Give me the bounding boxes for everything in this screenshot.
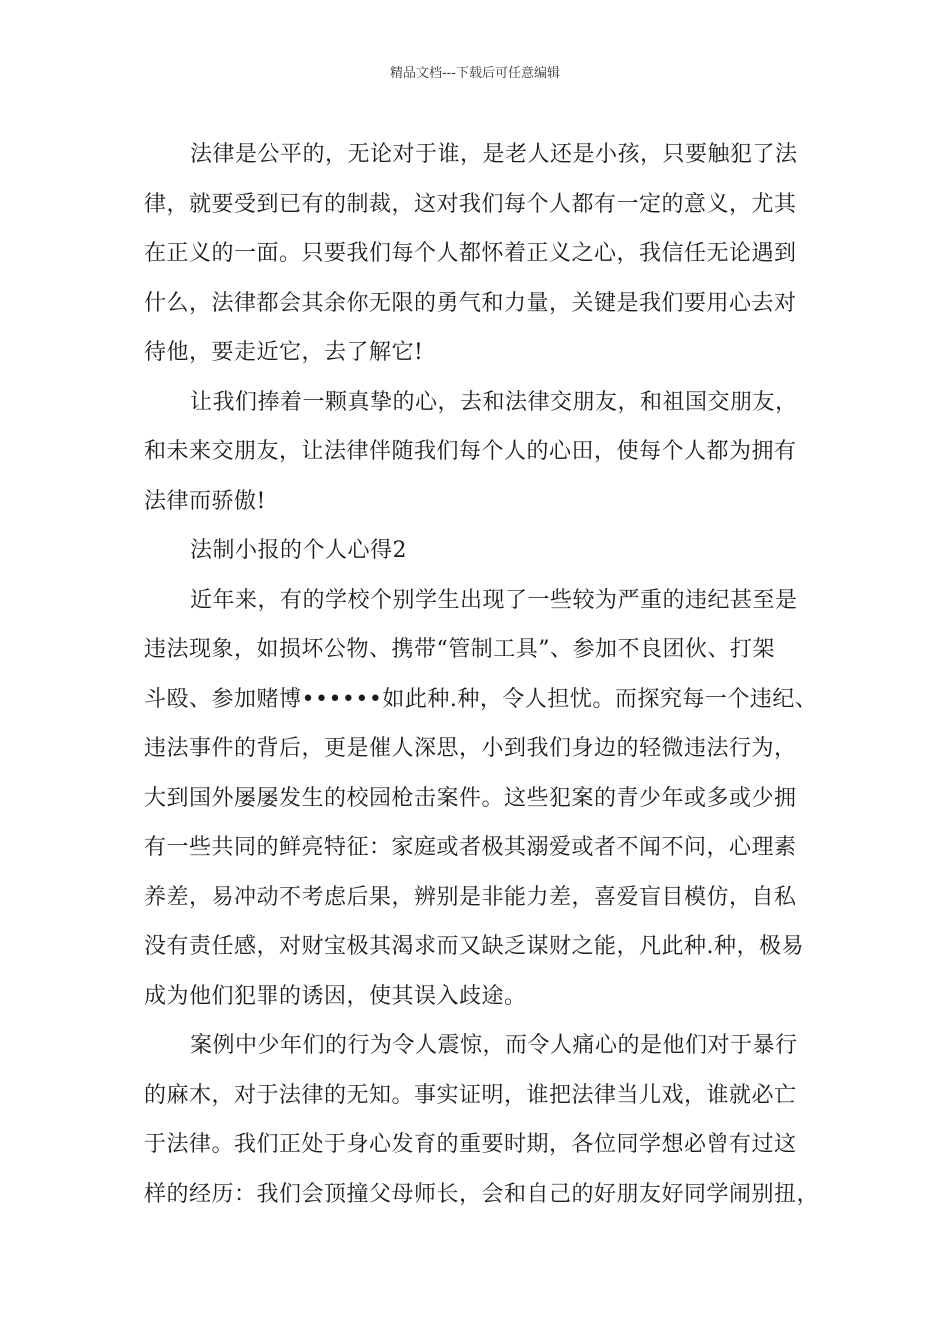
paragraph-law-fairness: 法律是公平的，无论对于谁，是老人还是小孩，只要触犯了法 律，就要受到已有的制裁，这对我们每个人都有一定的意义，尤其 在正义的一面。只要我们每个人都怀着正义之心，我信任无论遇到 什么，法律都会其余你无限的勇气和力量，关键是我们要用心去对 待他，要走近它，去了解它! [144, 142, 798, 365]
section-heading: 法制小报的个人心得2 [190, 538, 407, 563]
document-body [144, 130, 824, 1219]
paragraph-befriend-law: 让我们捧着一颗真挚的心，去和法律交朋友，和祖国交朋友， 和未来交朋友，让法律伴随我们每个人的心田，使每个人都为拥有 法律而骄傲! [144, 389, 798, 514]
paragraph-case-study: 案例中少年们的行为令人震惊，而令人痛心的是他们对于暴行 的麻木，对于法律的无知。事实证明，谁把法律当儿戏，谁就必亡 于法律。我们正处于身心发育的重要时期，各位同学想必曾有过这 样的经历：我们会顶撞父母师长，会和自己的好朋友好同学闹别扭， [144, 1033, 820, 1207]
paragraph-recent-years: 近年来，有的学校个别学生出现了一些较为严重的违纪甚至是 违法现象，如损坏公物、携带“管制工具”、参加不良团伙、打架 斗殴、参加赌博••••••如此种.种，令人担忧。而探究每一个违纪、 违法事件的背后，更是催人深思，小到我们身边的轻微违法行为， 大到国外屡屡发生的校园枪击案件。这些犯案的青少年或多或少拥 有一些共同的鲜亮特征：家庭或者极其溺爱或者不闻不问，心理素 养差，易冲动不考虑后果，辨别是非能力差，喜爱盲目模仿，自私 没有责任感，对财宝极其渴求而又缺乏谋财之能，凡此种.种，极易 成为他们犯罪的诱因，使其误入歧途。 [144, 587, 818, 1009]
page-header: 精品文档---下载后可任意编辑 [389, 66, 561, 81]
